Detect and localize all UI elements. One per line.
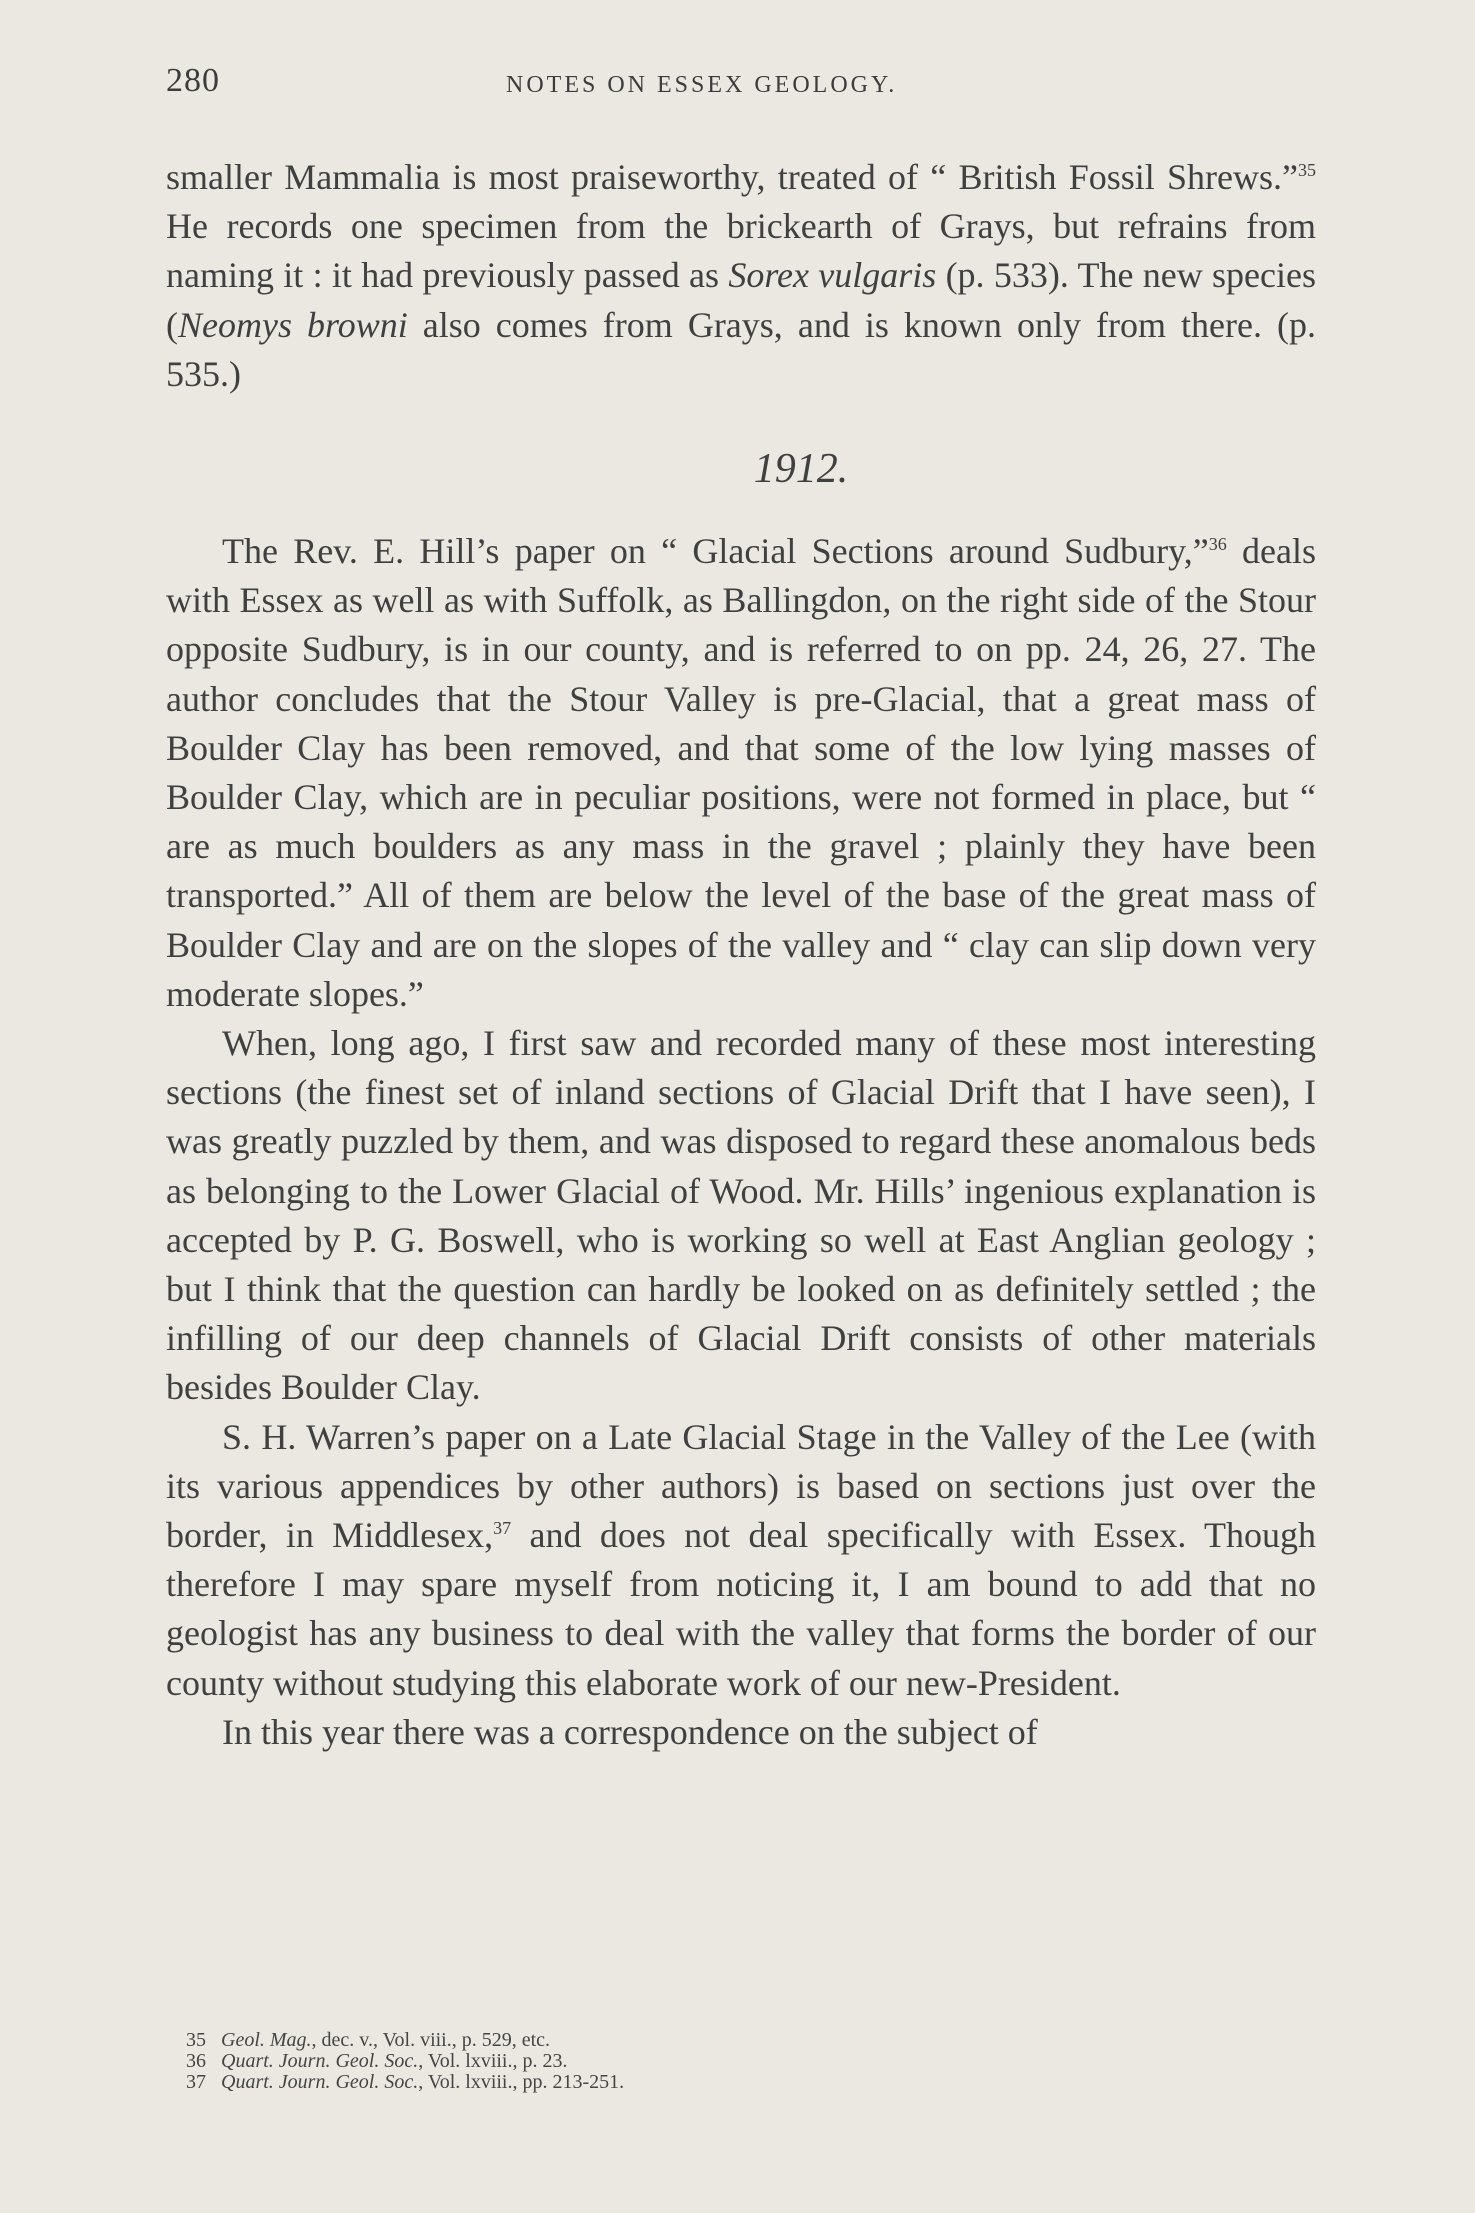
footnote-source: Quart. Journ. Geol. Soc. [221,2071,419,2093]
footnote-36 [186,2051,1286,2072]
text-run: (p. 533). The new species ( [166,255,1316,345]
paragraph-hill [166,527,1316,1019]
footnote-source: Geol. Mag. [221,2029,312,2051]
footnote-detail: , dec. v., Vol. viii., p. 529, etc. [311,2029,551,2051]
text-run: and does not deal specifically with Essex. Though therefore I may spare myself from noticing it, I am bound to add that no geologist has any business to deal with the valley that forms the border of our county without studying this elaborate work of our new-President. [166,1515,1316,1703]
footnote-number: 35 [186,2029,206,2051]
footnote-ref-36: 36 [1208,534,1227,555]
running-head: NOTES ON ESSEX GEOLOGY. [506,72,898,98]
text-run: The Rev. E. Hill’s paper on “ Glacial Sections around Sudbury,” [222,531,1209,572]
species-name-neomys: Neomys browni [178,304,408,345]
footnote-35 [186,2030,1286,2051]
paragraph-shrews [166,153,1316,399]
page-header [166,62,1316,112]
paragraph-warren [166,1413,1316,1708]
text-run: also comes from Grays, and is known only from there. (p. 535.) [166,304,1316,394]
footnote-source: Quart. Journ. Geol. Soc. [221,2050,419,2072]
body-text [166,153,1316,1757]
footnote-37 [186,2072,1286,2093]
paragraph-correspondence: In this year there was a correspondence on the subject of [222,1711,1038,1752]
species-name-sorex: Sorex vulgaris [728,255,937,296]
footnotes [186,2030,1286,2093]
footnote-detail: , Vol. lxviii., pp. 213-251. [418,2071,625,2093]
footnote-number: 37 [186,2071,206,2093]
paragraph-sections: When, long ago, I first saw and recorded many of these most interesting sections (the finest set of inland sections of Glacial Drift that I have seen), I was greatly puzzled by them, and was disposed to regard these anomalous beds as belonging to the Lower Glacial of Wood. Mr. Hills’ ingenious explanation is accepted by P. G. Boswell, who is working so well at East Anglian geology ; but I think that the question can hardly be looked on as definitely settled ; the infilling of our deep channels of Glacial Drift consists of other materials besides Boulder Clay. [166,1023,1316,1408]
text-run: He records one specimen from the brickearth of Grays, but refrains from naming it : it had previously passed as [166,206,1316,296]
footnote-ref-35: 35 [1298,160,1316,180]
text-run: deals with Essex as well as with Suffolk, as Ballingdon, on the right side of the Stour opposite Sudbury, is in our county, and is referred to on pp. 24, 26, 27. The author concludes that the Stour Valley is pre-Glacial, that a great mass of Boulder Clay has been removed, and that some of the low lying masses of Boulder Clay, which are in peculiar positions, were not formed in place, but “ are as much boulders as any mass in the gravel ; plainly they have been transported.” All of them are below the level of the base of the great mass of Boulder Clay and are on the slopes of the valley and “ clay can slip down very moderate slopes.” [166,531,1316,1014]
footnote-ref-37: 37 [493,1518,512,1539]
text-run: smaller Mammalia is most praiseworthy, treated of “ British Fossil Shrews.” [166,157,1298,197]
footnote-number: 36 [186,2050,206,2072]
year-heading: 1912. [753,446,849,493]
text-run: S. H. Warren’s paper on a Late Glacial Stage in the Valley of the Lee (with its various appendices by other authors) is based on sections just over the border, in Middlesex, [166,1416,1316,1556]
footnote-detail: , Vol. lxviii., p. 23. [418,2050,568,2072]
page-number: 280 [166,62,220,99]
